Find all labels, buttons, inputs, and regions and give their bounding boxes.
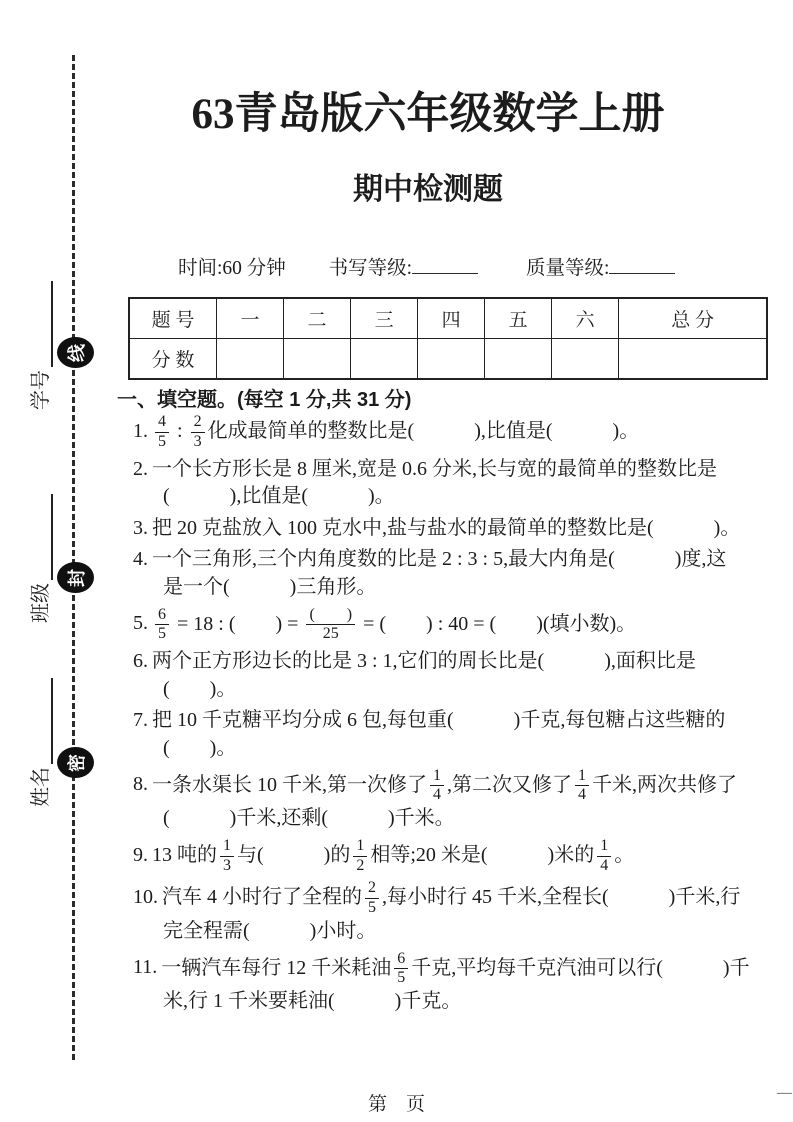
- score-table-header-cell: 四: [418, 298, 485, 339]
- question-line: [133, 413, 788, 452]
- question-4: [133, 546, 788, 601]
- question-line: [133, 546, 788, 574]
- question-7: [133, 707, 788, 762]
- score-table-score-cell: [552, 339, 619, 380]
- fraction: [220, 838, 234, 875]
- fraction-numerator: 1: [597, 838, 611, 857]
- fraction: [394, 951, 408, 988]
- fraction-denominator: 4: [433, 786, 441, 804]
- seal-stamp-secret: [57, 747, 94, 778]
- fraction-denominator: 4: [578, 786, 586, 804]
- seal-stamp-line: [57, 337, 94, 368]
- fraction-numerator: 4: [155, 414, 169, 433]
- fraction-numerator: ( ): [306, 607, 355, 626]
- question-text: ( )。: [163, 736, 237, 759]
- question-text: 完全程需( )小时。: [163, 919, 377, 942]
- page-subtitle: 期中检测题: [353, 173, 503, 206]
- seal-field-blank-line: [33, 494, 53, 580]
- question-text: 汽车 4 小时行了全程的: [162, 886, 362, 909]
- quality-grade-blank-line: [609, 257, 675, 274]
- question-number: 9.: [133, 843, 148, 866]
- question-text: 千克,平均每千克汽油可以行( )千: [411, 956, 750, 979]
- question-text: = 18 : ( ) =: [172, 612, 304, 635]
- seal-stamp-character: 封: [66, 568, 87, 587]
- fraction-denominator: 5: [397, 969, 406, 987]
- time-limit-text: 时间:60 分钟: [178, 258, 286, 279]
- question-text: 千米,两次共修了: [592, 773, 737, 796]
- score-table-header-cell: 六: [552, 298, 619, 339]
- fraction-denominator: 3: [193, 432, 202, 450]
- question-line: [133, 676, 788, 704]
- question-line: [133, 950, 788, 989]
- question-number: 3.: [133, 516, 148, 539]
- exam-info-row: [178, 252, 675, 280]
- score-table-score-cell: [619, 339, 767, 380]
- score-table-header-label: 题 号: [129, 298, 217, 339]
- score-table-header-cell: 总 分: [619, 298, 767, 339]
- fraction: [191, 414, 205, 451]
- question-line: [133, 767, 788, 806]
- question-text: 相等;20 米是( )米的: [370, 843, 595, 866]
- question-6: [133, 648, 788, 703]
- question-number: 2.: [133, 457, 148, 480]
- question-text: 把 20 克盐放入 100 克水中,盐与盐水的最简单的整数比是( )。: [152, 516, 741, 539]
- fraction: [306, 607, 355, 644]
- seal-field-student-id: [27, 260, 53, 410]
- question-text: ,第二次又修了: [447, 773, 572, 796]
- question-line: [133, 988, 788, 1016]
- question-number: 10.: [133, 886, 158, 909]
- score-table-header-cell: 二: [284, 298, 351, 339]
- seal-dashed-line: [72, 55, 75, 1060]
- score-table-header-cell: 一: [217, 298, 284, 339]
- fraction: [155, 414, 169, 451]
- writing-grade-blank-line: [412, 257, 478, 274]
- seal-stamp-character: 线: [66, 343, 87, 362]
- page-footer: 第 页: [367, 1094, 425, 1115]
- question-number: 6.: [133, 650, 148, 673]
- page-title: 63青岛版六年级数学上册: [191, 91, 665, 138]
- question-10: [133, 879, 788, 945]
- fraction: [353, 838, 367, 875]
- fraction: [597, 838, 611, 875]
- quality-grade-label: 质量等级:: [525, 258, 610, 279]
- seal-stamp-seal: [57, 562, 94, 593]
- question-line: [133, 707, 788, 735]
- question-number: 11.: [133, 956, 158, 979]
- question-text: :: [172, 419, 188, 442]
- question-2: [133, 456, 788, 511]
- question-text: 一条水渠长 10 千米,第一次修了: [152, 773, 427, 796]
- question-text: 化成最简单的整数比是( ),比值是( )。: [207, 419, 640, 442]
- question-text: 两个正方形边长的比是 3 : 1,它们的周长比是( ),面积比是: [152, 650, 696, 673]
- seal-field-blank-line: [33, 678, 53, 764]
- fraction: [365, 880, 379, 917]
- question-number: 4.: [133, 548, 148, 571]
- seal-field-blank-line: [33, 281, 53, 367]
- writing-grade-field: [329, 258, 478, 279]
- question-number: 7.: [133, 709, 148, 732]
- fraction-numerator: 6: [394, 951, 408, 970]
- fraction-denominator: 25: [322, 625, 339, 643]
- fraction-denominator: 5: [158, 432, 166, 450]
- score-table: [128, 297, 768, 380]
- score-table-score-row: [129, 339, 767, 380]
- question-line: [133, 515, 788, 543]
- seal-field-label: 学号: [30, 370, 52, 410]
- question-text: 与( )的: [237, 843, 351, 866]
- fraction-numerator: 1: [430, 768, 444, 787]
- question-number: 1.: [133, 419, 148, 442]
- fraction-denominator: 3: [223, 856, 231, 874]
- score-table-header-row: [129, 298, 767, 339]
- question-line: [133, 606, 788, 645]
- page-corner-mark: —: [777, 1085, 792, 1101]
- question-text: ( ),比值是( )。: [163, 485, 395, 508]
- fraction-numerator: 1: [220, 838, 234, 857]
- question-3: [133, 515, 788, 543]
- question-text: 。: [614, 843, 635, 866]
- question-1: [133, 413, 788, 452]
- score-table-header-cell: 五: [485, 298, 552, 339]
- fraction: [575, 768, 589, 805]
- fraction-denominator: 4: [600, 856, 609, 874]
- fraction: [430, 768, 444, 805]
- seal-field-label: 班级: [30, 583, 52, 623]
- score-table-score-cell: [217, 339, 284, 380]
- question-line: [133, 456, 788, 484]
- question-number: 8.: [133, 773, 148, 796]
- question-9: [133, 837, 788, 876]
- score-table-score-cell: [485, 339, 552, 380]
- section-heading: 一、填空题。(每空 1 分,共 31 分): [117, 389, 412, 411]
- question-line: [133, 805, 788, 833]
- quality-grade-field: [526, 258, 675, 279]
- score-table-score-cell: [284, 339, 351, 380]
- question-number: 5.: [133, 612, 148, 635]
- question-text: 把 10 千克糖平均分成 6 包,每包重( )千克,每包糖占这些糖的: [152, 709, 726, 732]
- question-text: 米,行 1 千米要耗油( )千克。: [163, 990, 462, 1013]
- question-text: ( )。: [163, 677, 237, 700]
- question-line: [133, 735, 788, 763]
- question-text: 13 吨的: [152, 843, 217, 866]
- question-text: ( )千米,还剩( )千米。: [163, 807, 455, 830]
- question-5: [133, 606, 788, 645]
- question-line: [133, 648, 788, 676]
- fraction-numerator: 2: [191, 414, 205, 433]
- fraction-numerator: 2: [365, 880, 379, 899]
- score-table-header-cell: 三: [351, 298, 418, 339]
- score-table-score-cell: [351, 339, 418, 380]
- seal-stamp-character: 密: [66, 753, 87, 772]
- score-table-score-label: 分 数: [129, 339, 217, 380]
- fraction-numerator: 6: [155, 607, 169, 626]
- question-line: [133, 574, 788, 602]
- question-text: ,每小时行 45 千米,全程长( )千米,行: [382, 886, 741, 909]
- score-table-body: [129, 298, 767, 379]
- question-text: = ( ) : 40 = ( )(填小数)。: [358, 612, 637, 635]
- fraction-denominator: 2: [356, 856, 365, 874]
- fraction-denominator: 5: [368, 899, 376, 917]
- fraction-numerator: 1: [353, 838, 367, 857]
- question-text: 一个长方形长是 8 厘米,宽是 0.6 分米,长与宽的最简单的整数比是: [152, 457, 717, 480]
- question-line: [133, 879, 788, 918]
- fraction: [155, 607, 169, 644]
- score-table-score-cell: [418, 339, 485, 380]
- writing-grade-label: 书写等级:: [328, 258, 413, 279]
- question-11: [133, 950, 788, 1016]
- seal-field-name: [27, 657, 53, 807]
- seal-field-label: 姓名: [30, 767, 52, 807]
- question-8: [133, 767, 788, 833]
- question-line: [133, 837, 788, 876]
- question-text: 是一个( )三角形。: [163, 575, 377, 598]
- question-text: 一辆汽车每行 12 千米耗油: [161, 956, 392, 979]
- question-line: [133, 918, 788, 946]
- questions-list: [133, 413, 788, 1020]
- seal-field-class: [27, 473, 53, 623]
- question-line: [133, 483, 788, 511]
- fraction-denominator: 5: [158, 625, 166, 643]
- fraction-numerator: 1: [575, 768, 589, 787]
- question-text: 一个三角形,三个内角度数的比是 2 : 3 : 5,最大内角是( )度,这: [152, 548, 727, 571]
